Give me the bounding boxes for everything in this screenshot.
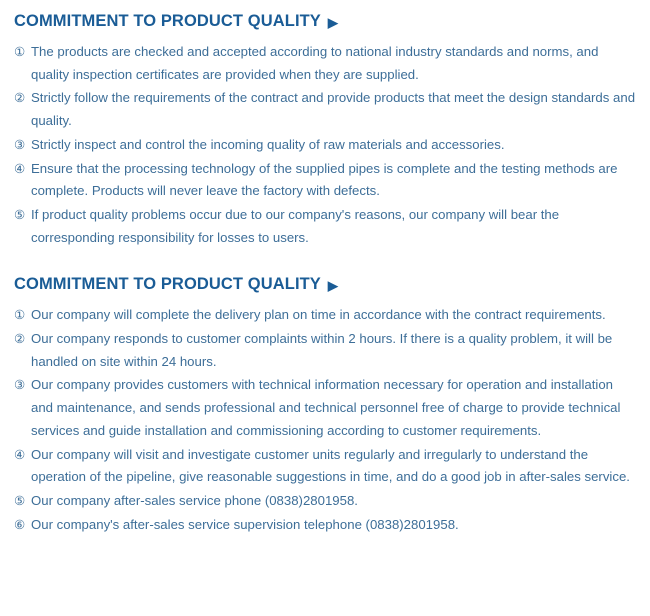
list-item-text: Our company will complete the delivery plan on time in accordance with the contract requirements. bbox=[31, 307, 606, 323]
list-item bbox=[14, 41, 636, 86]
section-product-quality-commitment bbox=[14, 12, 636, 249]
list-item bbox=[14, 328, 636, 373]
list-item-marker: ② bbox=[14, 91, 26, 106]
list-item bbox=[14, 444, 636, 489]
list-item-text: Our company provides customers with technical information necessary for operation and installation and maintenance, and sends professional and technical personnel free of charge to provide technical services and guide installation and commissioning according to customer requirements. bbox=[31, 377, 621, 438]
list-item bbox=[14, 87, 636, 132]
list-item-text: Our company after-sales service phone (0838)2801958. bbox=[31, 492, 358, 508]
list-item-marker: ③ bbox=[14, 378, 26, 393]
list-item bbox=[14, 374, 636, 442]
list-item-text: Our company will visit and investigate customer units regularly and irregularly to understand the operation of the pipeline, give reasonable suggestions in time, and do a good job in after-sales service. bbox=[31, 446, 630, 485]
list-item bbox=[14, 158, 636, 203]
triangle-right-icon: ▶ bbox=[327, 15, 339, 30]
section-heading bbox=[14, 12, 636, 31]
list-item-text: If product quality problems occur due to our company's reasons, our company will bear the corresponding responsibility for losses to users. bbox=[31, 206, 560, 245]
list-item bbox=[14, 134, 636, 157]
list-item-text: Our company's after-sales service supervision telephone (0838)2801958. bbox=[31, 516, 459, 532]
list-item-text: Ensure that the processing technology of the supplied pipes is complete and the testing methods are complete. Products will never leave the factory with defects. bbox=[31, 160, 618, 199]
list-item-text: Our company responds to customer complaints within 2 hours. If there is a quality problem, it will be handled on site within 24 hours. bbox=[31, 331, 613, 369]
list-item bbox=[14, 304, 636, 327]
list-item-marker: ③ bbox=[14, 137, 26, 152]
list-item-marker: ⑥ bbox=[14, 517, 26, 532]
section-heading-text: COMMITMENT TO PRODUCT QUALITY bbox=[14, 275, 321, 294]
list-item bbox=[14, 514, 636, 537]
list-item-text: Strictly inspect and control the incoming quality of raw materials and accessories. bbox=[31, 136, 505, 152]
list-item-text: Strictly follow the requirements of the contract and provide products that meet the design standards and quality. bbox=[31, 90, 636, 129]
section-heading-text: COMMITMENT TO PRODUCT QUALITY bbox=[14, 12, 321, 30]
list-item-marker: ⑤ bbox=[14, 207, 26, 222]
list-item-marker: ① bbox=[14, 308, 26, 323]
commitment-list bbox=[14, 304, 636, 536]
triangle-right-icon: ▶ bbox=[327, 278, 339, 294]
section-service-commitment bbox=[14, 275, 636, 536]
list-item bbox=[14, 490, 636, 513]
list-item bbox=[14, 204, 636, 249]
section-heading bbox=[14, 275, 636, 294]
list-item-marker: ⑤ bbox=[14, 493, 26, 508]
list-item-marker: ② bbox=[14, 332, 26, 347]
list-item-marker: ④ bbox=[14, 161, 26, 176]
list-item-text: The products are checked and accepted according to national industry standards and norms, and quality inspection certificates are provided when they are supplied. bbox=[31, 44, 599, 82]
list-item-marker: ① bbox=[14, 45, 26, 59]
commitment-list bbox=[14, 41, 636, 249]
list-item-marker: ④ bbox=[14, 447, 26, 462]
